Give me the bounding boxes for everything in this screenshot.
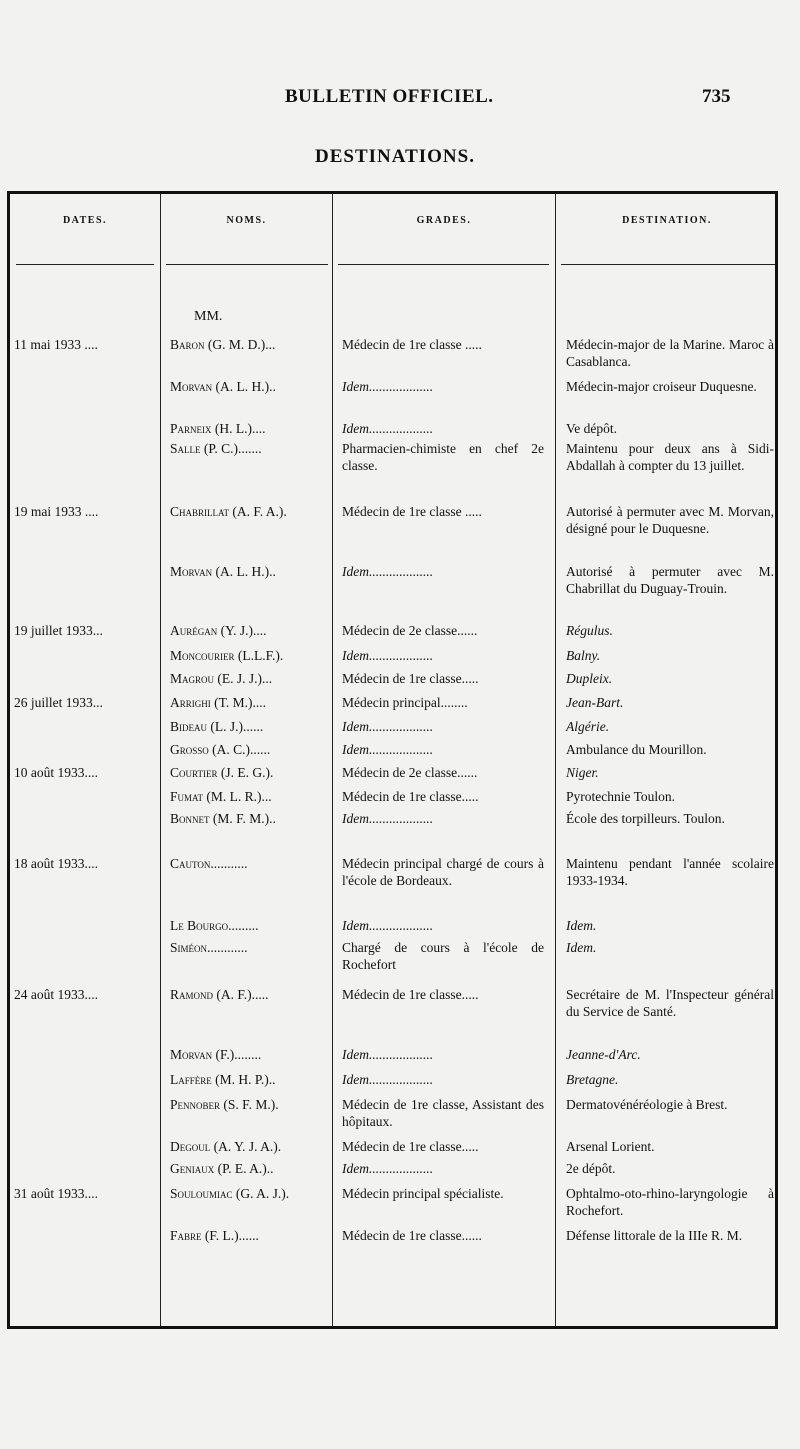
grade-cell: Médecin de 1re classe..... [342, 987, 479, 1002]
grade-cell: Médecin de 1re classe...... [342, 1228, 482, 1243]
grade-cell: Médecin principal chargé de cours à l'école de Bordeaux. [342, 856, 544, 888]
name-cell: Courtier (J. E. G.). [170, 765, 274, 780]
name-cell: Bonnet (M. F. M.).. [170, 811, 276, 826]
destination-cell: Dermatovénéréologie à Brest. [566, 1097, 728, 1112]
grade-cell: Idem................... [342, 719, 434, 734]
destination-cell: 2e dépôt. [566, 1161, 616, 1176]
grade-cell: Médecin de 1re classe..... [342, 1139, 479, 1154]
grade-cell: Idem................... [342, 421, 434, 436]
grade-cell: Médecin de 2e classe...... [342, 623, 478, 638]
grade-cell: Idem................... [342, 564, 434, 579]
destination-cell: Arsenal Lorient. [566, 1139, 655, 1154]
grade-cell: Médecin de 1re classe ..... [342, 337, 482, 352]
name-cell: Aurégan (Y. J.).... [170, 623, 267, 638]
destination-cell: Défense littorale de la IIIe R. M. [566, 1228, 743, 1243]
name-cell: Fabre (F. L.)...... [170, 1228, 259, 1243]
destination-cell: Médecin-major croiseur Duquesne. [566, 379, 757, 394]
destination-cell: Autorisé à permuter avec M. Morvan, désigné pour le Duquesne. [566, 504, 774, 536]
name-cell: Parneix (H. L.).... [170, 421, 266, 436]
grade-cell: Idem................... [342, 742, 434, 757]
destination-cell: Dupleix. [566, 671, 613, 686]
destination-cell: Balny. [566, 648, 601, 663]
date-cell: 18 août 1933.... [14, 856, 98, 871]
grade-cell: Idem................... [342, 918, 434, 933]
date-cell: 26 juillet 1933... [14, 695, 103, 710]
column-header-dates: DATES. [62, 215, 108, 226]
column-header-noms: NOMS. [226, 215, 267, 226]
grade-cell: Médecin de 2e classe...... [342, 765, 478, 780]
destination-cell: Idem. [566, 918, 597, 933]
destination-cell: Secrétaire de M. l'Inspecteur général du Service de Santé. [566, 987, 774, 1019]
header-rule [16, 264, 154, 265]
name-cell: Baron (G. M. D.)... [170, 337, 276, 352]
destination-cell: Pyrotechnie Toulon. [566, 789, 676, 804]
destination-cell: Maintenu pendant l'année scolaire 1933-1934. [566, 856, 774, 888]
grade-cell: Médecin de 1re classe..... [342, 671, 479, 686]
date-cell: 31 août 1933.... [14, 1186, 98, 1201]
name-cell: Siméon............ [170, 940, 248, 955]
name-cell: Fumat (M. L. R.)... [170, 789, 272, 804]
destination-cell: Autorisé à permuter avec M. Chabrillat du Duguay-Trouin. [566, 564, 774, 596]
name-cell: Arrighi (T. M.).... [170, 695, 266, 710]
grade-cell: Idem................... [342, 811, 434, 826]
name-cell: Morvan (A. L. H.).. [170, 564, 276, 579]
name-cell: Morvan (F.)........ [170, 1047, 262, 1062]
date-cell: 19 mai 1933 .... [14, 504, 99, 519]
page-number: 735 [702, 86, 731, 107]
destination-cell: Idem. [566, 940, 597, 955]
destination-cell: Ophtalmo-oto-rhino-laryngologie à Rochefort. [566, 1186, 774, 1218]
header-rule [338, 264, 549, 265]
grade-cell: Idem................... [342, 648, 434, 663]
page-header [0, 86, 800, 116]
name-cell: Ramond (A. F.)..... [170, 987, 269, 1002]
document-title: DESTINATIONS. [315, 146, 475, 167]
column-header-grades: GRADES. [416, 215, 472, 226]
grade-cell: Idem................... [342, 1072, 434, 1087]
destination-cell: Algérie. [566, 719, 610, 734]
destination-cell: École des torpilleurs. Toulon. [566, 811, 725, 826]
name-cell: Chabrillat (A. F. A.). [170, 504, 287, 519]
destination-cell: Ve dépôt. [566, 421, 617, 436]
grade-cell: Médecin de 1re classe ..... [342, 504, 482, 519]
date-cell: 10 août 1933.... [14, 765, 98, 780]
grade-cell: Idem................... [342, 1161, 434, 1176]
header-rule [561, 264, 775, 265]
date-cell: 11 mai 1933 .... [14, 337, 98, 352]
name-cell: Laffère (M. H. P.).. [170, 1072, 276, 1087]
name-cell: Bideau (L. J.)...... [170, 719, 264, 734]
destination-cell: Niger. [566, 765, 599, 780]
name-cell: Pennober (S. F. M.). [170, 1097, 279, 1112]
name-cell: Salle (P. C.)....... [170, 441, 262, 456]
name-cell: Le Bourgo......... [170, 918, 259, 933]
grade-cell: Médecin principal spécialiste. [342, 1186, 504, 1201]
name-cell: Degoul (A. Y. J. A.). [170, 1139, 282, 1154]
date-cell: 24 août 1933.... [14, 987, 98, 1002]
destination-cell: Jean-Bart. [566, 695, 624, 710]
name-cell: Cauton........... [170, 856, 248, 871]
column-divider [332, 194, 333, 1326]
running-title: BULLETIN OFFICIEL. [285, 86, 494, 107]
grade-cell: Médecin principal........ [342, 695, 468, 710]
name-cell: Magrou (E. J. J.)... [170, 671, 273, 686]
grade-cell: Chargé de cours à l'école de Rochefort [342, 940, 544, 972]
grade-cell: Idem................... [342, 379, 434, 394]
destination-cell: Maintenu pour deux ans à Sidi-Abdallah à compter du 13 juillet. [566, 441, 774, 473]
header-rule [166, 264, 328, 265]
grade-cell: Médecin de 1re classe..... [342, 789, 479, 804]
grade-cell: Médecin de 1re classe, Assistant des hôpitaux. [342, 1097, 544, 1129]
name-cell: Morvan (A. L. H.).. [170, 379, 276, 394]
destination-cell: Bretagne. [566, 1072, 619, 1087]
destination-cell: Régulus. [566, 623, 613, 638]
grade-cell: Idem................... [342, 1047, 434, 1062]
name-cell: Geniaux (P. E. A.).. [170, 1161, 274, 1176]
column-divider [555, 194, 556, 1326]
name-cell: Grosso (A. C.)...... [170, 742, 271, 757]
column-header-destination: DESTINATION. [622, 215, 712, 226]
name-cell: Moncourier (L.L.F.). [170, 648, 284, 663]
column-divider [160, 194, 161, 1326]
destination-cell: Médecin-major de la Marine. Maroc à Casablanca. [566, 337, 774, 369]
mm-label: MM. [194, 309, 223, 324]
grade-cell: Pharmacien-chimiste en chef 2e classe. [342, 441, 544, 473]
date-cell: 19 juillet 1933... [14, 623, 103, 638]
name-cell: Souloumiac (G. A. J.). [170, 1186, 290, 1201]
destination-cell: Ambulance du Mourillon. [566, 742, 707, 757]
destination-cell: Jeanne-d'Arc. [566, 1047, 641, 1062]
